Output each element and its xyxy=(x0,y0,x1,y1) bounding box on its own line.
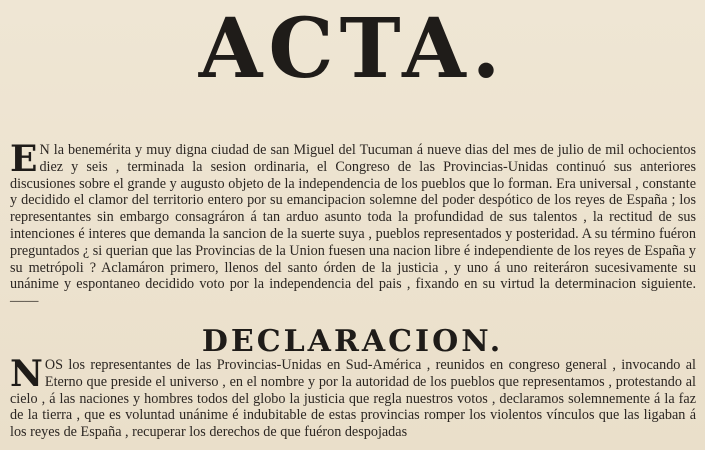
acta-paragraph-text: la benemérita y muy digna ciudad de san Miguel del Tucuman á nueve dias del mes de julio de mil ochocientos diez y seis , terminada la sesion ordinaria, el Congreso de las Provincias-Unidas continuó sus anteriores discusiones sobre el grande y augusto objeto de la independencia de los pueblos que lo forman. Era universal , constante y decidido el clamor del territorio entero por su emancipacion solemne del poder despótico de los reyes de España ; los representantes sin embargo consagráron á tan arduo asunto toda la profundidad de sus talentos , la rectitud de sus intenciones é interes que demanda la sancion de la suerte suya , pueblos representados y posteridad. A su término fuéron preguntados ¿ si querian que las Provincias de la Union fuesen una nacion libre é independiente de los reyes de España y su metrópoli ? Aclamáron primero, llenos del santo órden de la justicia , y uno á uno reiteráron sucesivamente su unánime y espontaneo decidido voto por la independencia del pais , fixando en su virtud la determinacion siguiente. —— xyxy=(10,142,696,310)
declaration-paragraph-text: los representantes de las Provincias-Unidas en Sud-América , reunidos en congreso general , invocando al Eterno que preside el universo , en el nombre y por la autoridad de los pueblos que representamos , protestando al cielo , á las naciones y hombres todos del globo la justicia que regla nuestros votos , declaramos solemnemente á la faz de la tierra , que es voluntad unánime é indubitable de estas provincias romper los violentos vínculos que las ligaban á los reyes de España , recuperar los derechos de que fuéron despojadas xyxy=(10,357,696,441)
document-title: ACTA. xyxy=(198,1,507,97)
declaration-paragraph xyxy=(10,353,696,441)
dropcap-lead: N xyxy=(39,142,50,158)
dropcap-letter: N xyxy=(10,353,43,395)
dropcap-lead: OS xyxy=(44,357,64,373)
declaration-heading: DECLARACION. xyxy=(201,324,504,359)
dropcap-letter: E xyxy=(10,138,38,180)
acta-paragraph xyxy=(10,138,696,310)
